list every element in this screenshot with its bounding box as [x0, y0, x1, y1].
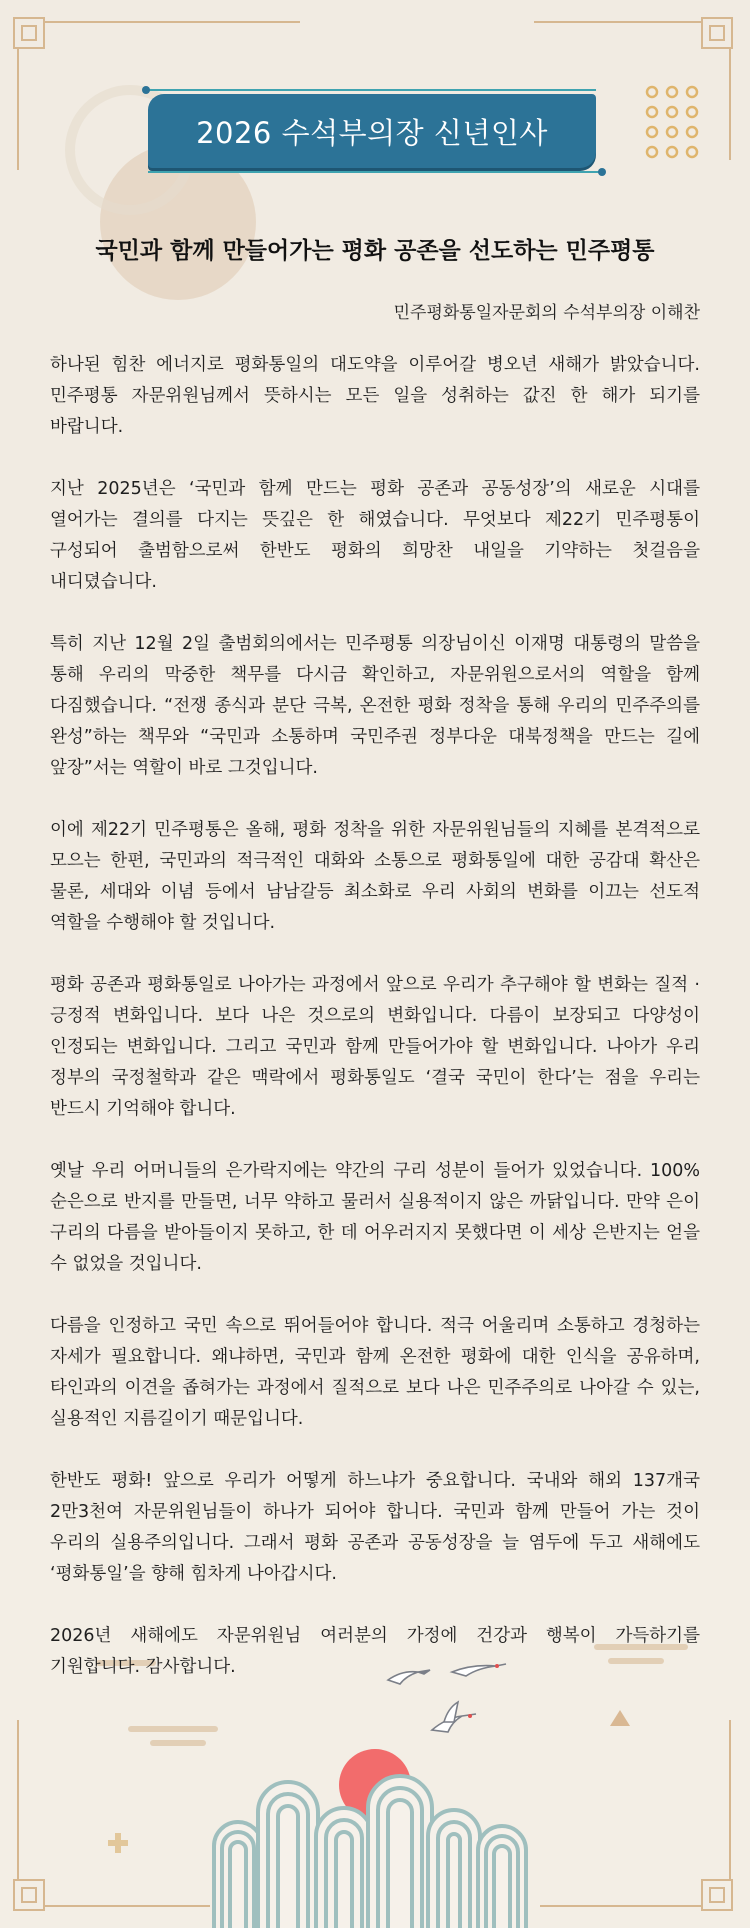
paragraph: 다름을 인정하고 국민 속으로 뛰어들어야 합니다. 적극 어울리며 소통하고 경청하는 자세가 필요합니다. 왜냐하면, 국민과 함께 온전한 평화에 대한 인식을 공유하며, 타인과의 이견을 좁혀가는 과정에서 질적으로 보다 나은 민주주의로 나아갈 수 있는, 실용적인 지름길이기 때문입니다. [50, 1316, 700, 1429]
greeting-body [50, 350, 700, 1714]
paragraph: 이에 제22기 민주평통은 올해, 평화 정착을 위한 자문위원님들의 지혜를 본격적으로 모으는 한편, 국민과의 적극적인 대화와 소통으로 평화통일에 대한 공감대 확산은 물론, 세대와 이념 등에서 남남갈등 최소화로 우리 사회의 변화를 이끄는 선도적 역할을 수행해야 할 것입니다. [50, 820, 700, 933]
paragraph: 2026년 새해에도 자문위원님 여러분의 가정에 건강과 행복이 가득하기를 기원합니다. 감사합니다. [50, 1626, 700, 1677]
subtitle: 국민과 함께 만들어가는 평화 공존을 선도하는 민주평통 [95, 237, 655, 264]
paragraph: 한반도 평화! 앞으로 우리가 어떻게 하느냐가 중요합니다. 국내와 해외 137개국 2만3천여 자문위원님들이 하나가 되어야 합니다. 국민과 함께 만들어 가는 것이 우리의 실용주의입니다. 그래서 평화 공존과 공동성장을 늘 염두에 두고 새해에도 ‘평화통일’을 향해 힘차게 나아갑시다. [50, 1471, 700, 1584]
paragraph: 옛날 우리 어머니들의 은가락지에는 약간의 구리 성분이 들어가 있었습니다. 100% 순은으로 반지를 만들면, 너무 약하고 물러서 실용적이지 않은 까닭입니다. 만약 은이 구리의 다름을 받아들이지 못하고, 한 데 어우러지지 못했다면 이 세상 은반지는 얻을 수 없었을 것입니다. [50, 1161, 700, 1274]
banner-title: 2026 수석부의장 신년인사 [196, 115, 548, 150]
gold-pattern-icon [647, 87, 697, 157]
paragraph: 평화 공존과 평화통일로 나아가는 과정에서 앞으로 우리가 추구해야 할 변화는 질적 · 긍정적 변화입니다. 보다 나은 것으로의 변화입니다. 다름이 보장되고 다양성이 인정되는 변화입니다. 그리고 국민과 함께 만들어가야 할 변화입니다. 나아가 우리 정부의 국정철학과 같은 맥락에서 평화통일도 ‘결국 국민이 한다’는 점을 우리는 반드시 기억해야 합니다. [50, 975, 700, 1119]
paragraph: 특히 지난 12월 2일 출범회의에서는 민주평통 의장님이신 이재명 대통령의 말씀을 통해 우리의 막중한 책무를 다시금 확인하고, 자문위원으로서의 역할을 함께 다짐했습니다. “전쟁 종식과 분단 극복, 온전한 평화 정착을 통해 우리의 민주주의를 완성”하는 책무와 “국민과 소통하며 국민주권 정부다운 대북정책을 만드는 길에 앞장”서는 역할이 바로 그것입니다. [50, 634, 700, 778]
author-line: 민주평화통일자문회의 수석부의장 이해찬 [393, 303, 700, 323]
paragraph: 하나된 힘찬 에너지로 평화통일의 대도약을 이루어갈 병오년 새해가 밝았습니다. 민주평통 자문위원님께서 뜻하시는 모든 일을 성취하는 값진 한 해가 되기를 바랍니다. [50, 355, 700, 437]
paragraph: 지난 2025년은 ‘국민과 함께 만드는 평화 공존과 공동성장’의 새로운 시대를 열어가는 결의를 다지는 뜻깊은 한 해였습니다. 무엇보다 제22기 민주평통이 구성되어 출범함으로써 한반도 평화의 희망찬 내일을 기약하는 첫걸음을 내디뎠습니다. [50, 479, 700, 592]
title-banner [148, 94, 596, 168]
